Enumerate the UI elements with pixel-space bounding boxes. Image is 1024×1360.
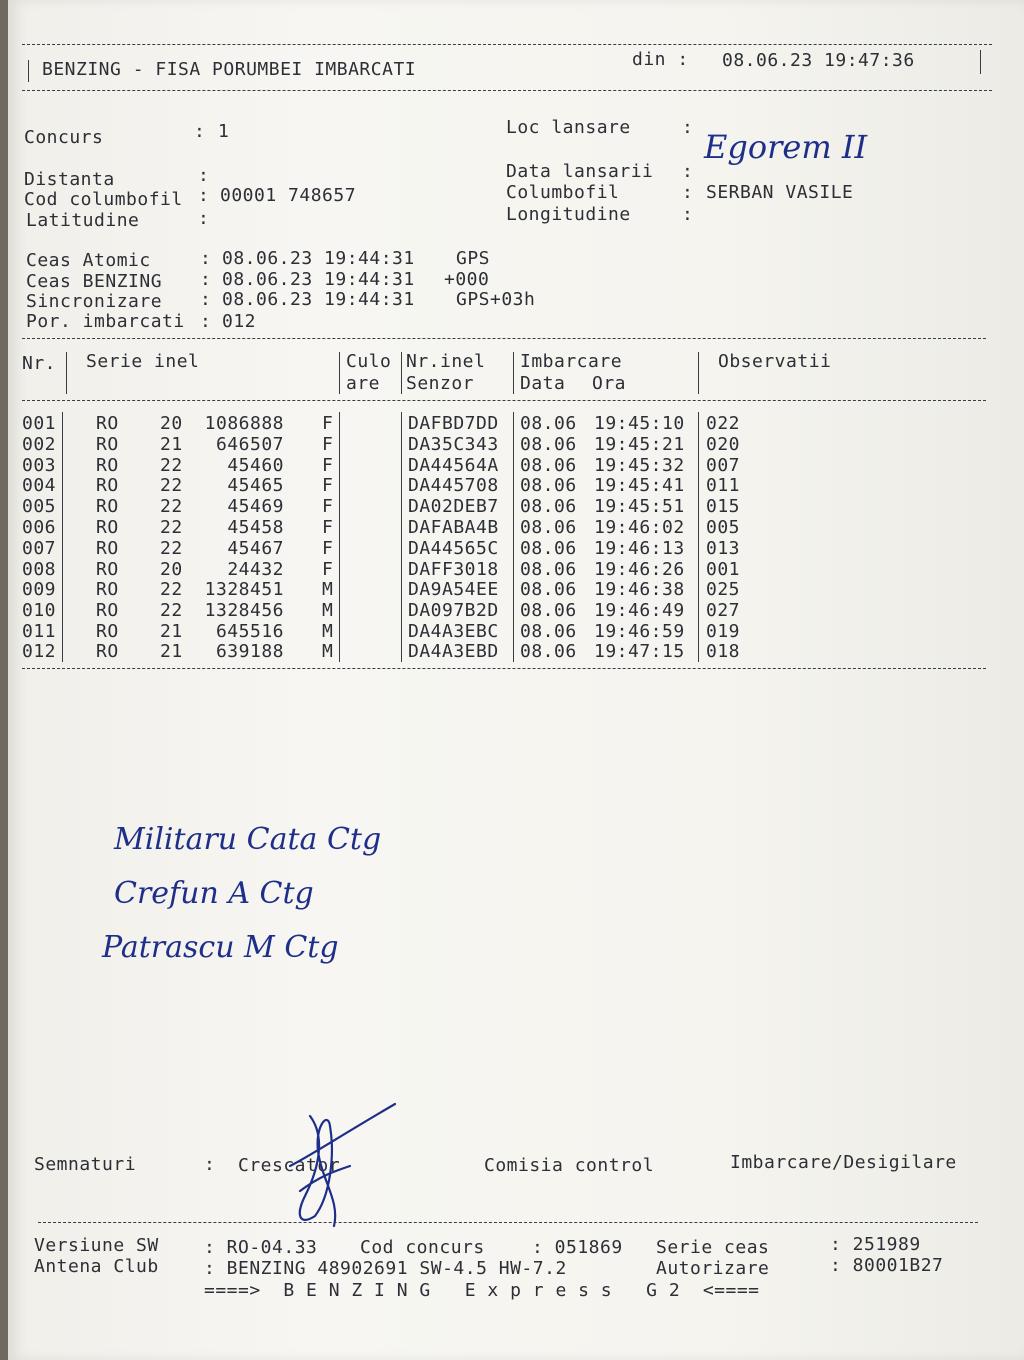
distanta-sep: :	[198, 165, 210, 186]
col-nr-header: Nr.	[22, 353, 57, 374]
header-divider-2	[339, 352, 340, 394]
antena-value: : BENZING 48902691 SW-4.5 HW-7.2	[204, 1258, 567, 1279]
row-date: 08.06	[520, 413, 577, 434]
row-sensor: DA097B2D	[408, 600, 499, 621]
por-imbarcati-sep: :	[200, 311, 212, 332]
row-year: 22	[160, 600, 183, 621]
semnaturi-label: Semnaturi	[34, 1154, 137, 1175]
versiune-label: Versiune SW	[34, 1235, 159, 1256]
serie-ceas-value: : 251989	[830, 1234, 921, 1255]
row-sensor: DA4A3EBC	[408, 621, 499, 642]
row-sex: F	[322, 475, 334, 496]
row-date: 08.06	[520, 621, 577, 642]
row-obs: 019	[706, 621, 741, 642]
row-date: 08.06	[520, 559, 577, 580]
row-year: 22	[160, 538, 183, 559]
ceas-atomic-extra: GPS	[456, 248, 491, 269]
report-title: BENZING - FISA PORUMBEI IMBARCATI	[42, 59, 417, 80]
row-nr: 006	[22, 517, 57, 538]
table-row	[8, 601, 1024, 621]
cod-concurs-value: : 051869	[532, 1237, 623, 1258]
row-ring: 645516	[215, 621, 284, 642]
table-row	[8, 539, 1024, 559]
table-row	[8, 435, 1024, 455]
row-ring: 24432	[227, 559, 284, 580]
table-row	[8, 497, 1024, 517]
ceas-benzing-sep: :	[200, 269, 212, 290]
cod-columbofil-sep: :	[198, 185, 210, 206]
row-date: 08.06	[520, 641, 577, 662]
versiune-value: : RO-04.33	[204, 1237, 318, 1258]
footer-top-rule	[38, 1222, 978, 1223]
col-imbarcare-header: Imbarcare	[520, 351, 623, 372]
benzing-banner: ====> B E N Z I N G E x p r e s s G 2 <====	[204, 1280, 760, 1301]
table-bottom-rule	[22, 668, 986, 669]
row-sensor: DA44565C	[408, 538, 499, 559]
body-divider-time	[698, 412, 699, 662]
row-sex: F	[322, 455, 334, 476]
row-year: 21	[160, 621, 183, 642]
din-timestamp: 08.06.23 19:47:36	[722, 50, 915, 71]
header-right-bar	[980, 50, 981, 74]
row-year: 20	[160, 413, 183, 434]
row-sex: M	[322, 579, 334, 600]
handwritten-note-1: Militaru Cata Ctg	[114, 822, 382, 857]
ceas-atomic-sep: :	[200, 248, 212, 269]
columbofil-label: Columbofil	[506, 182, 620, 203]
table-row	[8, 518, 1024, 538]
row-nr: 008	[22, 559, 57, 580]
sincronizare-label: Sincronizare	[26, 291, 163, 312]
concurs-label: Concurs	[24, 127, 104, 148]
ceas-benzing-extra: +000	[444, 269, 490, 290]
row-sensor: DA9A54EE	[408, 579, 499, 600]
handwritten-note-3: Patrascu M Ctg	[102, 930, 339, 965]
cod-columbofil-label: Cod columbofil	[24, 189, 183, 210]
row-country: RO	[96, 600, 119, 621]
row-year: 22	[160, 496, 183, 517]
row-time: 19:46:38	[594, 579, 685, 600]
loc-lansare-handwritten: Egorem II	[704, 128, 868, 166]
row-obs: 022	[706, 413, 741, 434]
row-ring: 1086888	[204, 413, 284, 434]
row-sex: F	[322, 559, 334, 580]
longitudine-sep: :	[682, 204, 694, 225]
row-obs: 011	[706, 475, 741, 496]
row-sex: M	[322, 641, 334, 662]
table-row	[8, 642, 1024, 662]
row-date: 08.06	[520, 579, 577, 600]
concurs-sep: :	[194, 121, 206, 142]
por-imbarcati-value: 012	[222, 311, 257, 332]
cod-columbofil-value: 00001 748657	[220, 185, 357, 206]
row-sex: F	[322, 517, 334, 538]
row-date: 08.06	[520, 455, 577, 476]
col-culoare-header-2: are	[346, 373, 381, 394]
row-sex: F	[322, 413, 334, 434]
imbarcare-desigilare-label: Imbarcare/Desigilare	[730, 1152, 957, 1173]
table-row	[8, 622, 1024, 642]
row-year: 20	[160, 559, 183, 580]
distanta-label: Distanta	[24, 169, 115, 190]
loc-lansare-label: Loc lansare	[506, 117, 631, 138]
row-ring: 646507	[215, 434, 284, 455]
header-bottom-rule	[22, 90, 992, 91]
table-row	[8, 456, 1024, 476]
header-divider-4	[513, 352, 514, 394]
row-country: RO	[96, 455, 119, 476]
row-year: 22	[160, 455, 183, 476]
row-country: RO	[96, 579, 119, 600]
row-nr: 011	[22, 621, 57, 642]
row-sex: M	[322, 600, 334, 621]
cod-concurs-label: Cod concurs	[360, 1237, 485, 1258]
row-date: 08.06	[520, 517, 577, 538]
comisia-control-label: Comisia control	[484, 1155, 655, 1176]
header-left-bar	[28, 60, 29, 82]
row-sensor: DA35C343	[408, 434, 499, 455]
col-observatii-header: Observatii	[718, 351, 832, 372]
row-ring: 1328456	[204, 600, 284, 621]
row-ring: 45458	[227, 517, 284, 538]
row-ring: 45467	[227, 538, 284, 559]
row-time: 19:46:49	[594, 600, 685, 621]
row-obs: 001	[706, 559, 741, 580]
row-nr: 007	[22, 538, 57, 559]
row-ring: 1328451	[204, 579, 284, 600]
row-country: RO	[96, 496, 119, 517]
sincronizare-value: 08.06.23 19:44:31	[222, 289, 415, 310]
din-label: din :	[632, 49, 689, 70]
row-time: 19:45:32	[594, 455, 685, 476]
row-obs: 007	[706, 455, 741, 476]
row-country: RO	[96, 517, 119, 538]
header-divider-3	[401, 352, 402, 394]
row-ring: 45469	[227, 496, 284, 517]
row-time: 19:45:21	[594, 434, 685, 455]
row-ring: 45460	[227, 455, 284, 476]
handwritten-note-2: Crefun A Ctg	[114, 876, 314, 911]
body-divider-serie	[339, 412, 340, 662]
col-culoare-header-1: Culo	[346, 351, 392, 372]
semnaturi-sep: :	[204, 1154, 216, 1175]
data-lansarii-sep: :	[682, 161, 694, 182]
row-sex: F	[322, 538, 334, 559]
row-ring: 639188	[215, 641, 284, 662]
crescator-label: Crescator	[238, 1155, 341, 1176]
row-sensor: DAFF3018	[408, 559, 499, 580]
ceas-atomic-value: 08.06.23 19:44:31	[222, 248, 415, 269]
col-nrinel-header-2: Senzor	[406, 373, 475, 394]
row-time: 19:45:10	[594, 413, 685, 434]
table-row	[8, 580, 1024, 600]
columbofil-sep: :	[682, 182, 694, 203]
row-nr: 012	[22, 641, 57, 662]
row-country: RO	[96, 434, 119, 455]
row-obs: 013	[706, 538, 741, 559]
row-country: RO	[96, 559, 119, 580]
concurs-value: 1	[218, 121, 230, 142]
receipt-paper	[8, 0, 1024, 1360]
row-ring: 45465	[227, 475, 284, 496]
row-sex: F	[322, 434, 334, 455]
row-time: 19:46:02	[594, 517, 685, 538]
row-time: 19:46:26	[594, 559, 685, 580]
antena-label: Antena Club	[34, 1256, 159, 1277]
row-sex: M	[322, 621, 334, 642]
ceas-benzing-label: Ceas BENZING	[26, 271, 163, 292]
row-obs: 005	[706, 517, 741, 538]
col-serie-header: Serie inel	[86, 351, 200, 372]
latitudine-label: Latitudine	[26, 210, 140, 231]
row-country: RO	[96, 413, 119, 434]
row-nr: 004	[22, 475, 57, 496]
loc-lansare-sep: :	[682, 117, 694, 138]
body-divider-sensor	[513, 412, 514, 662]
table-row	[8, 476, 1024, 496]
columbofil-value: SERBAN VASILE	[706, 182, 854, 203]
row-country: RO	[96, 641, 119, 662]
row-sensor: DA02DEB7	[408, 496, 499, 517]
row-nr: 002	[22, 434, 57, 455]
row-year: 22	[160, 579, 183, 600]
row-sensor: DAFABA4B	[408, 517, 499, 538]
row-date: 08.06	[520, 538, 577, 559]
row-nr: 001	[22, 413, 57, 434]
row-sensor: DA44564A	[408, 455, 499, 476]
body-divider-nr	[62, 412, 63, 662]
table-top-rule	[22, 338, 986, 339]
row-obs: 025	[706, 579, 741, 600]
sincronizare-sep: :	[200, 289, 212, 310]
row-year: 21	[160, 641, 183, 662]
header-bottom-table-rule	[22, 400, 986, 401]
row-nr: 003	[22, 455, 57, 476]
row-country: RO	[96, 475, 119, 496]
handwritten-signature	[270, 1096, 420, 1236]
row-year: 22	[160, 517, 183, 538]
col-nrinel-header-1: Nr.inel	[406, 351, 486, 372]
row-obs: 020	[706, 434, 741, 455]
header-top-rule	[22, 44, 992, 45]
longitudine-label: Longitudine	[506, 204, 631, 225]
row-sensor: DA445708	[408, 475, 499, 496]
col-ora-header: Ora	[592, 373, 627, 394]
serie-ceas-label: Serie ceas	[656, 1237, 770, 1258]
row-year: 21	[160, 434, 183, 455]
table-row	[8, 560, 1024, 580]
row-country: RO	[96, 621, 119, 642]
row-time: 19:45:41	[594, 475, 685, 496]
row-date: 08.06	[520, 496, 577, 517]
row-date: 08.06	[520, 600, 577, 621]
data-lansarii-label: Data lansarii	[506, 161, 654, 182]
autorizare-label: Autorizare	[656, 1258, 770, 1279]
row-country: RO	[96, 538, 119, 559]
row-date: 08.06	[520, 475, 577, 496]
row-sensor: DAFBD7DD	[408, 413, 499, 434]
row-nr: 005	[22, 496, 57, 517]
row-obs: 018	[706, 641, 741, 662]
row-time: 19:47:15	[594, 641, 685, 662]
body-divider-culoare	[401, 412, 402, 662]
row-date: 08.06	[520, 434, 577, 455]
row-time: 19:46:13	[594, 538, 685, 559]
row-time: 19:46:59	[594, 621, 685, 642]
row-year: 22	[160, 475, 183, 496]
row-nr: 009	[22, 579, 57, 600]
row-obs: 015	[706, 496, 741, 517]
row-time: 19:45:51	[594, 496, 685, 517]
header-divider-5	[698, 352, 699, 394]
row-sensor: DA4A3EBD	[408, 641, 499, 662]
ceas-atomic-label: Ceas Atomic	[26, 250, 151, 271]
row-nr: 010	[22, 600, 57, 621]
row-obs: 027	[706, 600, 741, 621]
row-sex: F	[322, 496, 334, 517]
ceas-benzing-value: 08.06.23 19:44:31	[222, 269, 415, 290]
header-divider-1	[66, 352, 67, 394]
latitudine-sep: :	[198, 208, 210, 229]
autorizare-value: : 80001B27	[830, 1255, 944, 1276]
por-imbarcati-label: Por. imbarcati	[26, 311, 185, 332]
table-row	[8, 414, 1024, 434]
sincronizare-extra: GPS+03h	[456, 289, 536, 310]
col-data-header: Data	[520, 373, 566, 394]
